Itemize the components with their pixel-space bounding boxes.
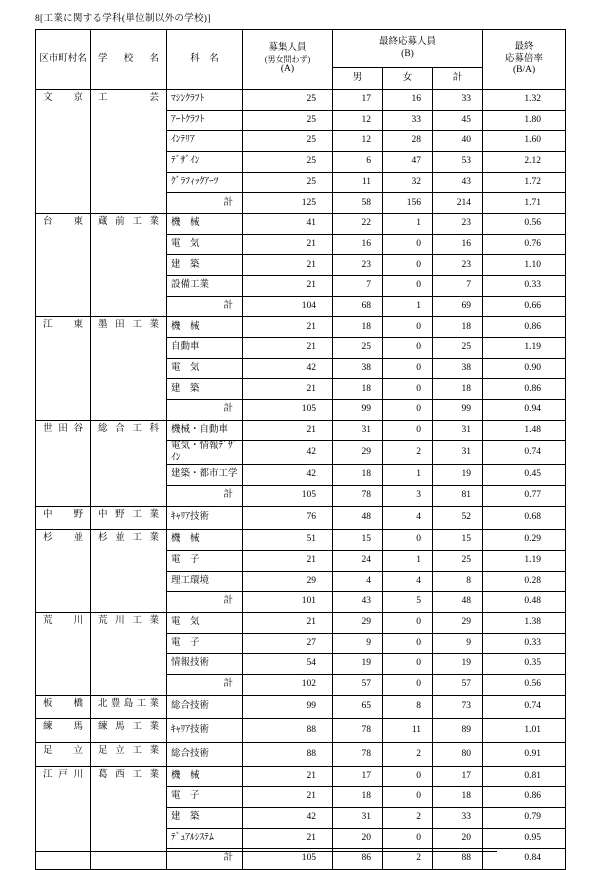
dept-cell: ﾏｼﾝｸﾗﾌﾄ (167, 90, 243, 111)
subtotal-label-cell: 計 (167, 674, 243, 695)
ratio-cell: 0.56 (483, 674, 566, 695)
total-cell: 17 (433, 766, 483, 787)
dept-row (36, 214, 566, 235)
dept-cell: 建 築 (167, 255, 243, 276)
female-cell: 5 (383, 592, 433, 613)
male-cell: 86 (333, 849, 383, 870)
ratio-cell: 1.71 (483, 193, 566, 214)
total-cell: 45 (433, 110, 483, 131)
subtotal-label-cell: 計 (167, 849, 243, 870)
applicants-header-line1: 最終応募人員 (379, 37, 437, 48)
total-cell: 43 (433, 172, 483, 193)
male-cell: 7 (333, 276, 383, 297)
ratio-cell: 1.60 (483, 131, 566, 152)
male-cell: 58 (333, 193, 383, 214)
total-cell: 52 (433, 506, 483, 530)
dept-cell: 機 械 (167, 317, 243, 338)
capacity-cell: 21 (243, 234, 333, 255)
col-header-capacity (243, 30, 333, 90)
total-cell: 31 (433, 420, 483, 441)
capacity-cell: 21 (243, 276, 333, 297)
total-cell: 38 (433, 358, 483, 379)
ratio-cell: 0.28 (483, 571, 566, 592)
ratio-cell: 0.48 (483, 592, 566, 613)
subtotal-label-cell: 計 (167, 400, 243, 421)
female-cell: 0 (383, 612, 433, 633)
ratio-header-line1: 最終 (514, 42, 534, 53)
capacity-cell: 104 (243, 296, 333, 317)
male-cell: 29 (333, 441, 383, 465)
female-cell: 0 (383, 276, 433, 297)
capacity-cell: 42 (243, 807, 333, 828)
female-cell: 0 (383, 766, 433, 787)
total-cell: 18 (433, 379, 483, 400)
total-cell: 57 (433, 674, 483, 695)
document-page (35, 10, 565, 870)
ratio-cell: 1.19 (483, 550, 566, 571)
school-cell: 荒川工業 (91, 612, 167, 695)
ratio-cell: 2.12 (483, 152, 566, 173)
dept-cell: 情報技術 (167, 654, 243, 675)
capacity-cell: 21 (243, 787, 333, 808)
dept-row (36, 317, 566, 338)
total-cell: 18 (433, 317, 483, 338)
dept-cell: 電気・情報ﾃﾞｻﾞｲﾝ (167, 441, 243, 465)
male-cell: 9 (333, 633, 383, 654)
ratio-cell: 0.84 (483, 849, 566, 870)
ratio-cell: 0.68 (483, 506, 566, 530)
total-cell: 48 (433, 592, 483, 613)
total-cell: 8 (433, 571, 483, 592)
ratio-cell: 0.35 (483, 654, 566, 675)
male-cell: 31 (333, 807, 383, 828)
capacity-cell: 25 (243, 152, 333, 173)
district-cell: 練馬 (36, 719, 91, 743)
male-cell: 18 (333, 787, 383, 808)
male-cell: 24 (333, 550, 383, 571)
total-cell: 69 (433, 296, 483, 317)
dept-cell: 電 子 (167, 633, 243, 654)
capacity-cell: 42 (243, 465, 333, 486)
dept-cell: 機械・自動車 (167, 420, 243, 441)
ratio-cell: 0.76 (483, 234, 566, 255)
header-row-1 (36, 30, 566, 68)
dept-cell: 建 築 (167, 379, 243, 400)
total-cell: 25 (433, 338, 483, 359)
female-cell: 0 (383, 420, 433, 441)
dept-row (36, 90, 566, 111)
capacity-cell: 27 (243, 633, 333, 654)
ratio-cell: 1.38 (483, 612, 566, 633)
dept-cell: ｲﾝﾃﾘｱ (167, 131, 243, 152)
female-cell: 3 (383, 485, 433, 506)
subtotal-label-cell: 計 (167, 592, 243, 613)
total-cell: 80 (433, 742, 483, 766)
capacity-cell: 41 (243, 214, 333, 235)
male-cell: 17 (333, 766, 383, 787)
capacity-cell: 76 (243, 506, 333, 530)
ratio-cell: 0.94 (483, 400, 566, 421)
ratio-cell: 0.74 (483, 695, 566, 719)
female-cell: 0 (383, 358, 433, 379)
school-cell: 練馬工業 (91, 719, 167, 743)
ratio-cell: 0.33 (483, 276, 566, 297)
col-header-applicants (333, 30, 483, 68)
page-title: 8[工業に関する学科(単位制以外の学校)] (35, 14, 211, 24)
stats-table (35, 29, 566, 870)
total-cell: 33 (433, 807, 483, 828)
female-cell: 47 (383, 152, 433, 173)
capacity-cell: 21 (243, 828, 333, 849)
capacity-cell: 102 (243, 674, 333, 695)
dept-cell: 理工環境 (167, 571, 243, 592)
female-cell: 1 (383, 550, 433, 571)
female-cell: 1 (383, 296, 433, 317)
col-header-dept: 科 名 (167, 30, 243, 90)
ratio-cell: 0.90 (483, 358, 566, 379)
school-cell: 蔵前工業 (91, 214, 167, 317)
male-cell: 78 (333, 719, 383, 743)
male-cell: 22 (333, 214, 383, 235)
male-cell: 4 (333, 571, 383, 592)
female-cell: 0 (383, 674, 433, 695)
dept-cell: 建築・都市工学 (167, 465, 243, 486)
female-cell: 16 (383, 90, 433, 111)
total-cell: 31 (433, 441, 483, 465)
school-cell: 葛西工業 (91, 766, 167, 869)
male-cell: 23 (333, 255, 383, 276)
total-cell: 23 (433, 255, 483, 276)
total-cell: 88 (433, 849, 483, 870)
total-cell: 53 (433, 152, 483, 173)
male-cell: 20 (333, 828, 383, 849)
male-cell: 99 (333, 400, 383, 421)
dept-cell: 総合技術 (167, 695, 243, 719)
dept-cell: 電 子 (167, 787, 243, 808)
male-cell: 65 (333, 695, 383, 719)
male-cell: 48 (333, 506, 383, 530)
female-cell: 2 (383, 807, 433, 828)
female-cell: 2 (383, 849, 433, 870)
district-cell: 台東 (36, 214, 91, 317)
dept-cell: 建 築 (167, 807, 243, 828)
dept-cell: ｸﾞﾗﾌｨｯｸｱｰﾂ (167, 172, 243, 193)
male-cell: 43 (333, 592, 383, 613)
male-cell: 6 (333, 152, 383, 173)
dept-cell: 電 気 (167, 612, 243, 633)
total-cell: 29 (433, 612, 483, 633)
male-cell: 68 (333, 296, 383, 317)
total-cell: 15 (433, 530, 483, 551)
district-cell: 板橋 (36, 695, 91, 719)
total-cell: 25 (433, 550, 483, 571)
ratio-cell: 0.91 (483, 742, 566, 766)
dept-cell: 設備工業 (167, 276, 243, 297)
col-header-school: 学校名 (91, 30, 167, 90)
school-cell: 足立工業 (91, 742, 167, 766)
applicants-header-line2: (B) (401, 48, 414, 59)
female-cell: 156 (383, 193, 433, 214)
female-cell: 0 (383, 338, 433, 359)
dept-row (36, 695, 566, 719)
dept-row (36, 530, 566, 551)
ratio-cell: 0.66 (483, 296, 566, 317)
male-cell: 15 (333, 530, 383, 551)
district-cell: 荒川 (36, 612, 91, 695)
dept-cell: 電 気 (167, 358, 243, 379)
female-cell: 11 (383, 719, 433, 743)
table-body (36, 90, 566, 870)
female-cell: 32 (383, 172, 433, 193)
female-cell: 0 (383, 530, 433, 551)
total-cell: 81 (433, 485, 483, 506)
ratio-header-line3: (B/A) (512, 65, 536, 76)
female-cell: 8 (383, 695, 433, 719)
dept-cell: 総合技術 (167, 742, 243, 766)
subtotal-label-cell: 計 (167, 296, 243, 317)
ratio-cell: 0.95 (483, 828, 566, 849)
male-cell: 38 (333, 358, 383, 379)
female-cell: 0 (383, 400, 433, 421)
total-cell: 33 (433, 90, 483, 111)
dept-cell: 電 子 (167, 550, 243, 571)
female-cell: 1 (383, 214, 433, 235)
female-cell: 0 (383, 787, 433, 808)
total-cell: 23 (433, 214, 483, 235)
female-cell: 4 (383, 571, 433, 592)
capacity-cell: 101 (243, 592, 333, 613)
capacity-cell: 21 (243, 255, 333, 276)
capacity-cell: 105 (243, 485, 333, 506)
col-header-ratio (483, 30, 566, 90)
male-cell: 12 (333, 110, 383, 131)
capacity-cell: 21 (243, 317, 333, 338)
capacity-cell: 21 (243, 338, 333, 359)
total-cell: 20 (433, 828, 483, 849)
capacity-header-line2: (男女問わず) (264, 54, 311, 64)
ratio-cell: 1.80 (483, 110, 566, 131)
total-cell: 16 (433, 234, 483, 255)
female-cell: 0 (383, 234, 433, 255)
school-cell: 中野工業 (91, 506, 167, 530)
capacity-cell: 88 (243, 719, 333, 743)
female-cell: 28 (383, 131, 433, 152)
total-cell: 99 (433, 400, 483, 421)
school-cell: 総合工科 (91, 420, 167, 506)
total-cell: 7 (433, 276, 483, 297)
dept-cell: 機 械 (167, 530, 243, 551)
male-cell: 18 (333, 379, 383, 400)
next-table-top-border (35, 851, 497, 852)
dept-cell: 機 械 (167, 766, 243, 787)
district-cell: 足立 (36, 742, 91, 766)
ratio-cell: 0.79 (483, 807, 566, 828)
dept-cell: 機 械 (167, 214, 243, 235)
district-cell: 江東 (36, 317, 91, 420)
dept-row (36, 420, 566, 441)
capacity-cell: 21 (243, 766, 333, 787)
female-cell: 0 (383, 654, 433, 675)
capacity-cell: 25 (243, 90, 333, 111)
ratio-cell: 0.86 (483, 787, 566, 808)
dept-row (36, 719, 566, 743)
dept-cell: ﾃﾞｭｱﾙｼｽﾃﾑ (167, 828, 243, 849)
ratio-cell: 1.01 (483, 719, 566, 743)
capacity-cell: 105 (243, 400, 333, 421)
ratio-header-line2: 応募倍率 (505, 53, 544, 64)
dept-cell: ｷｬﾘｱ技術 (167, 719, 243, 743)
school-cell: 墨田工業 (91, 317, 167, 420)
ratio-cell: 0.74 (483, 441, 566, 465)
dept-cell: 自動車 (167, 338, 243, 359)
male-cell: 11 (333, 172, 383, 193)
female-cell: 2 (383, 742, 433, 766)
dept-row (36, 766, 566, 787)
ratio-cell: 1.10 (483, 255, 566, 276)
dept-row (36, 612, 566, 633)
male-cell: 78 (333, 742, 383, 766)
ratio-cell: 0.29 (483, 530, 566, 551)
female-cell: 0 (383, 633, 433, 654)
capacity-cell: 29 (243, 571, 333, 592)
capacity-cell: 99 (243, 695, 333, 719)
dept-row (36, 506, 566, 530)
female-cell: 33 (383, 110, 433, 131)
capacity-cell: 54 (243, 654, 333, 675)
ratio-cell: 1.48 (483, 420, 566, 441)
female-cell: 0 (383, 828, 433, 849)
ratio-cell: 1.32 (483, 90, 566, 111)
district-cell: 文京 (36, 90, 91, 214)
male-cell: 19 (333, 654, 383, 675)
male-cell: 18 (333, 317, 383, 338)
subtotal-label-cell: 計 (167, 485, 243, 506)
district-cell: 江戸川 (36, 766, 91, 869)
total-cell: 214 (433, 193, 483, 214)
ratio-cell: 1.19 (483, 338, 566, 359)
capacity-cell: 25 (243, 172, 333, 193)
capacity-cell: 88 (243, 742, 333, 766)
female-cell: 0 (383, 379, 433, 400)
ratio-cell: 0.56 (483, 214, 566, 235)
school-cell: 杉並工業 (91, 530, 167, 613)
capacity-cell: 105 (243, 849, 333, 870)
capacity-cell: 51 (243, 530, 333, 551)
male-cell: 16 (333, 234, 383, 255)
total-cell: 89 (433, 719, 483, 743)
capacity-cell: 21 (243, 379, 333, 400)
ratio-cell: 0.77 (483, 485, 566, 506)
total-cell: 40 (433, 131, 483, 152)
male-cell: 78 (333, 485, 383, 506)
male-cell: 31 (333, 420, 383, 441)
school-cell: 北豊島工業 (91, 695, 167, 719)
col-header-female: 女 (383, 68, 433, 90)
dept-row (36, 742, 566, 766)
total-cell: 19 (433, 465, 483, 486)
capacity-cell: 125 (243, 193, 333, 214)
male-cell: 12 (333, 131, 383, 152)
male-cell: 25 (333, 338, 383, 359)
subtotal-label-cell: 計 (167, 193, 243, 214)
female-cell: 2 (383, 441, 433, 465)
ratio-cell: 0.45 (483, 465, 566, 486)
total-cell: 19 (433, 654, 483, 675)
female-cell: 1 (383, 465, 433, 486)
total-cell: 9 (433, 633, 483, 654)
col-header-male: 男 (333, 68, 383, 90)
ratio-cell: 1.72 (483, 172, 566, 193)
capacity-cell: 21 (243, 612, 333, 633)
ratio-cell: 0.86 (483, 379, 566, 400)
col-header-district: 区市町村名 (36, 30, 91, 90)
capacity-cell: 42 (243, 441, 333, 465)
capacity-cell: 25 (243, 131, 333, 152)
dept-cell: ﾃﾞｻﾞｲﾝ (167, 152, 243, 173)
female-cell: 0 (383, 255, 433, 276)
dept-cell: ｷｬﾘｱ技術 (167, 506, 243, 530)
capacity-header-line1: 募集人員 (268, 43, 307, 54)
total-cell: 18 (433, 787, 483, 808)
district-cell: 世田谷 (36, 420, 91, 506)
male-cell: 57 (333, 674, 383, 695)
district-cell: 杉並 (36, 530, 91, 613)
capacity-cell: 21 (243, 420, 333, 441)
capacity-header-line3: (A) (280, 64, 295, 75)
dept-cell: ｱｰﾄｸﾗﾌﾄ (167, 110, 243, 131)
dept-cell: 電 気 (167, 234, 243, 255)
male-cell: 17 (333, 90, 383, 111)
district-cell: 中野 (36, 506, 91, 530)
male-cell: 29 (333, 612, 383, 633)
ratio-cell: 0.86 (483, 317, 566, 338)
capacity-cell: 25 (243, 110, 333, 131)
capacity-cell: 42 (243, 358, 333, 379)
capacity-cell: 21 (243, 550, 333, 571)
male-cell: 18 (333, 465, 383, 486)
col-header-total: 計 (433, 68, 483, 90)
ratio-cell: 0.81 (483, 766, 566, 787)
female-cell: 0 (383, 317, 433, 338)
ratio-cell: 0.33 (483, 633, 566, 654)
total-cell: 73 (433, 695, 483, 719)
female-cell: 4 (383, 506, 433, 530)
school-cell: 工芸 (91, 90, 167, 214)
